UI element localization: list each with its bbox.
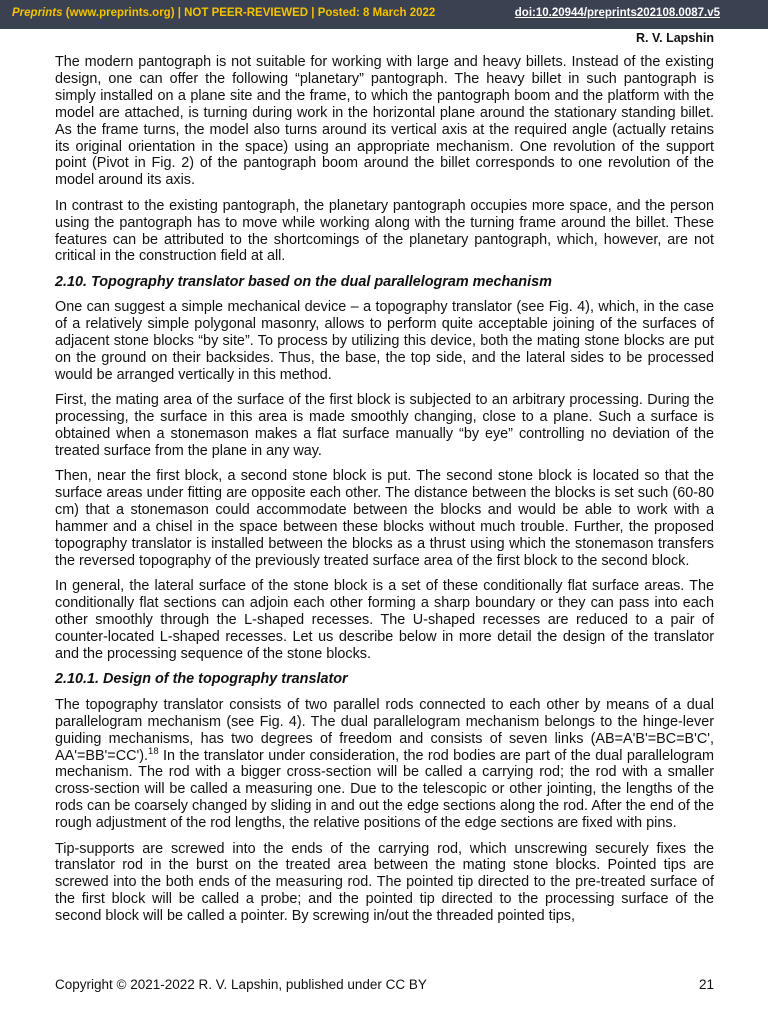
paragraph-text: The topography translator consists of two parallel rods connected to each other by means of a dual parallelogram mechanism (see Fig. 4). The dual parallelogram mechanism belongs to the hinge-lever guiding mechanisms, has two degrees of freedom and consists of seven links (AB=A'B'=BC=B'C', AA'=BB'=CC'). — [55, 696, 714, 764]
paragraph: First, the mating area of the surface of the first block is subjected to an arbitrary processing. During the processing, the surface in this area is made smoothly changing, close to a plane. Such a surface is obtained when a stonemason makes a flat surface manually “by eye” controlling no deviation of the treated surface from the plane in any way. — [55, 392, 714, 460]
paragraph: One can suggest a simple mechanical device – a topography translator (see Fig. 4), which, in the case of a relatively simple polygonal masonry, allows to perform quite acceptable joining of the surfaces of adjacent stone blocks “by site”. To process by utilizing this device, both the mating stone blocks are put on the ground on their backsides. Thus, the base, the top side, and the lateral sides to be processed would be arranged vertically in this method. — [55, 299, 714, 383]
preprint-header-bar — [0, 0, 768, 29]
doi-link[interactable]: doi:10.20944/preprints202108.0087.v5 — [514, 7, 720, 19]
page-body — [55, 54, 714, 934]
citation-reference[interactable]: 18 — [148, 745, 159, 757]
subsection-heading: 2.10.1. Design of the topography translator — [55, 671, 348, 688]
page-number: 21 — [698, 977, 714, 992]
header-posting-info — [12, 7, 435, 19]
copyright-notice: Copyright © 2021-2022 R. V. Lapshin, published under CC BY — [55, 977, 427, 992]
paragraph: Then, near the first block, a second stone block is put. The second stone block is located so that the surface areas under fitting are opposite each other. The distance between the blocks is set such (60-80 cm) that a stonemason could accommodate between the blocks and would be able to work with a hammer and a chisel in the space between these blocks without much trouble. Further, the proposed topography translator is installed between the blocks as a thrust using which the stonemason transfers the reversed topography of the previously treated surface area of the first block to the second block. — [55, 468, 714, 569]
section-heading: 2.10. Topography translator based on the dual parallelogram mechanism — [55, 273, 552, 290]
paragraph: Tip-supports are screwed into the ends of the carrying rod, which unscrewing securely fixes the translator rod in the burst on the treated area between the mating stone blocks. Pointed tips are screwed into the both ends of the measuring rod. The pointed tip directed to the pre-treated surface of the first block will be called a probe; and the pointed tip directed to the processing surface of the second block will be called a pointer. By screwing in/out the threaded pointed tips, — [55, 840, 714, 925]
page-footer — [55, 977, 714, 992]
paragraph: The modern pantograph is not suitable for working with large and heavy billets. Instead of the existing design, one can offer the following “planetary” pantograph. The heavy billet in such pantograph is simply installed on a plane site and the frame, to which the pantograph boom and the platform with the model are attached, is turning during work in the horizontal plane around the stationary standing billet. As the frame turns, the model also turns around its vertical axis at the required angle (actually retains its original orientation in the space) using an appropriate mechanism. One revolution of the support point (Pivot in Fig. 2) of the pantograph boom around the billet corresponds to one revolution of the model around its axis. — [55, 54, 714, 189]
paragraph-text: In the translator under consideration, the rod bodies are part of the dual parallelogram mechanism. The rod with a bigger cross-section will be called a carrying rod; the rod with a smaller cross-section will be called a measuring one. Due to the telescopic or other jointing, the lengths of the rods can be coarsely changed by sliding in and out the edge sections along the rod. After the end of the rough adjustment of the rod lengths, the relative positions of the edge sections are fixed with pins. — [55, 747, 714, 832]
paragraph: In general, the lateral surface of the stone block is a set of these conditionally flat surface areas. The conditionally flat sections can adjoin each other forming a sharp boundary or they can pass into each other smoothly through the L-shaped recesses. The U-shaped recesses are reduced to a pair of counter-located L-shaped recesses. Let us describe below in more detail the design of the translator and the processing sequence of the stone blocks. — [55, 578, 714, 662]
paragraph — [55, 697, 714, 832]
running-author: R. V. Lapshin — [635, 31, 714, 45]
preprints-brand: Preprints — [12, 7, 63, 19]
paragraph: In contrast to the existing pantograph, the planetary pantograph occupies more space, and the person using the pantograph has to move while working along with the turning frame around the billet. These features can be attributed to the shortcomings of the planetary pantograph, which, however, are not critical in the construction field at all. — [55, 197, 714, 265]
header-status: (www.preprints.org) | NOT PEER-REVIEWED | Posted: 8 March 2022 — [62, 7, 436, 19]
